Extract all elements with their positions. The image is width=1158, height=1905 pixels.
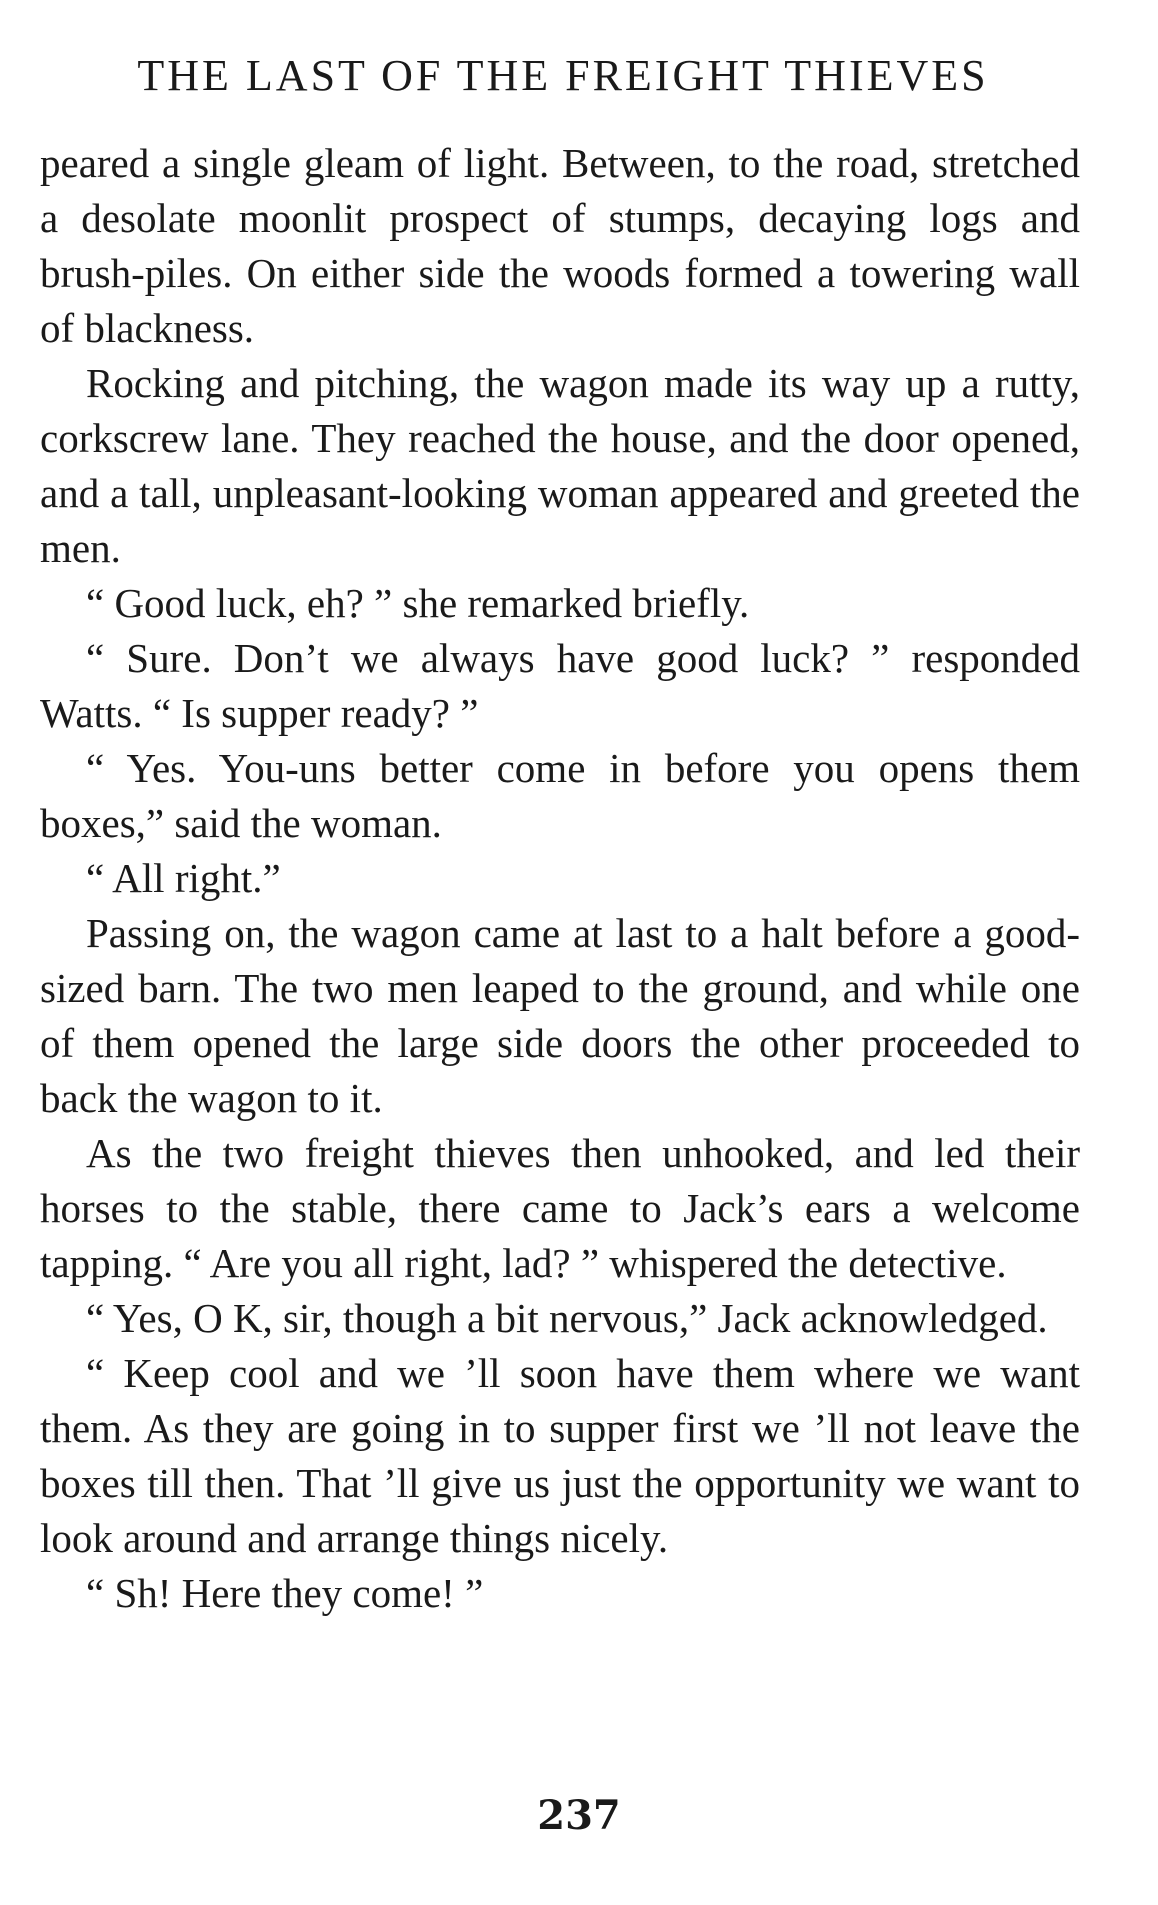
paragraph: peared a single gleam of light. Between, to the road, stretched a desolate moonlit prospect of stumps, decaying logs and brush-piles. On either side the woods formed a towering wall of blackness.	[40, 140, 1080, 351]
paragraph: As the two freight thieves then unhooked, and led their horses to the stable, there came to Jack’s ears a welcome tapping. “ Are you all right, lad? ” whispered the detective.	[40, 1130, 1080, 1286]
paragraph: “ Yes. You-uns better come in before you opens them boxes,” said the woman.	[40, 745, 1080, 846]
paragraph: Rocking and pitching, the wagon made its way up a rutty, corkscrew lane. They reached the house, and the door opened, and a tall, unpleasant-looking woman appeared and greeted the men.	[40, 360, 1080, 571]
paragraph: “ Keep cool and we ’ll soon have them where we want them. As they are going in to supper first we ’ll not leave the boxes till then. That ’ll give us just the opportunity we want to look around and arrange things nicely.	[40, 1350, 1080, 1561]
paragraph: “ Sure. Don’t we always have good luck? ” responded Watts. “ Is supper ready? ”	[40, 635, 1080, 736]
paragraph: “ All right.”	[86, 855, 281, 901]
paragraph: “ Good luck, eh? ” she remarked briefly.	[86, 580, 750, 626]
body-text	[40, 136, 1080, 1621]
paragraph: Passing on, the wagon came at last to a halt before a good-sized barn. The two men leaped to the ground, and while one of them opened the large side doors the other proceeded to back the wagon to it.	[40, 910, 1080, 1121]
paragraph: “ Sh! Here they come! ”	[86, 1570, 484, 1616]
running-head: THE LAST OF THE FREIGHT THIEVES	[137, 51, 989, 100]
page-number: 237	[537, 1792, 621, 1839]
paragraph: “ Yes, O K, sir, though a bit nervous,” Jack acknowledged.	[86, 1295, 1048, 1341]
